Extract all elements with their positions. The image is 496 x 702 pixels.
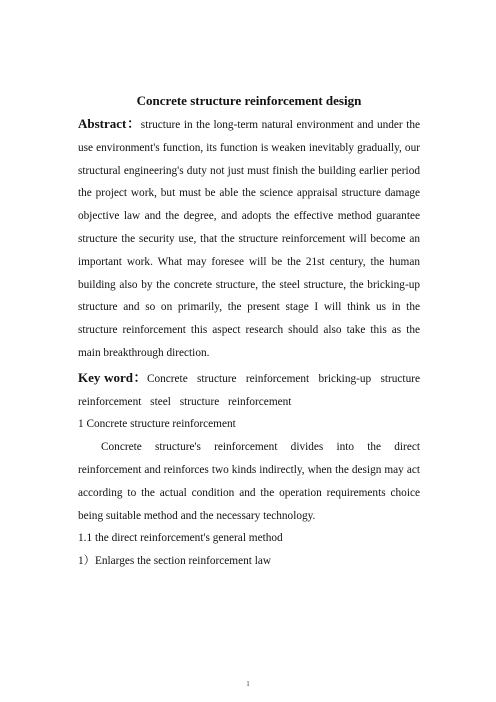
page-number: 1 <box>246 680 250 688</box>
keywords-paragraph <box>78 367 420 414</box>
section-1-1-heading: 1.1 the direct reinforcement's general method <box>78 532 283 545</box>
abstract-text: structure in the long-term natural environment and under the use environment's function, its function is weaken inevitably gradually, our structural engineering's duty not just must finish the building earlier period the project work, but must be able the science appraisal structure damage objective law and the degree, and adopts the effective method guarantee structure the security use, that the structure reinforcement will become an important work. What may foresee will be the 21st century, the human building also by the concrete structure, the steel structure, the bricking-up structure and so on primarily, the present stage I will think us in the structure reinforcement this aspect research should also take this as the main breakthrough direction. <box>78 119 420 359</box>
section-1-paragraph: Concrete structure's reinforcement divides into the direct reinforcement and reinforces two kinds indirectly, when the design may act according to the actual condition and the operation requirements choice being suitable method and the necessary technology. <box>78 441 420 522</box>
document-title: Concrete structure reinforcement design <box>136 93 362 108</box>
keywords-label: Key word： <box>78 369 147 385</box>
section-1-heading: 1 Concrete structure reinforcement <box>78 418 236 431</box>
abstract-paragraph <box>78 113 420 365</box>
list-item-1: 1）Enlarges the section reinforcement law <box>78 555 272 568</box>
document-body <box>78 88 420 573</box>
keywords-text: Concrete structure reinforcement bricking-up structure reinforcement steel structure reinforcement <box>78 372 420 408</box>
abstract-label: Abstract： <box>78 116 141 131</box>
